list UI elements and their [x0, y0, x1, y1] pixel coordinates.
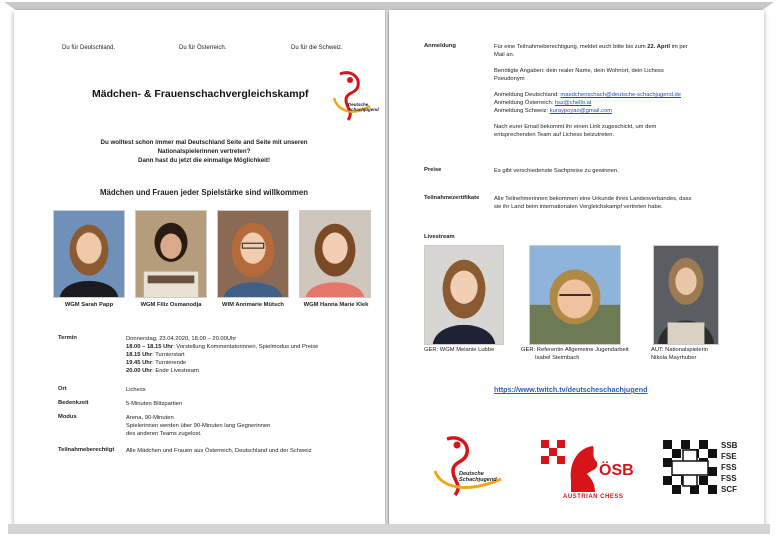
modus-label: Modus [58, 414, 77, 420]
player-photo-osmanodja [135, 210, 207, 298]
player-photo-papp [53, 210, 125, 298]
dsj-knight-icon [326, 68, 374, 124]
termin-item-1: 18.00 – 18.15 Uhr: Vorstellung Kommentatorinnen, Spielmodus und Preise [126, 344, 319, 350]
player-caption-muetsch: WIM Annmarie Mütsch [222, 302, 284, 308]
bedenkzeit-label: Bedenkzeit [58, 400, 89, 406]
greeting-germany: Du für Deutschland. [62, 45, 116, 51]
dsj-bottom-knight-icon [429, 435, 509, 497]
dsj-bottom-text-1: Deutsche [459, 471, 484, 477]
zertifikate-value: Alle Teilnehmerinnen bekommen eine Urkunde ihres Landesverbandes, dass sie ihr Land beim internationalen Vergleichskampf vertreten habe. [494, 196, 692, 210]
page-title: Mädchen- & Frauenschachvergleichskampf [92, 88, 309, 100]
livestream-photo-steimbach [529, 245, 621, 345]
dsj-logo [326, 68, 379, 124]
livestream-label: Livestream [424, 234, 455, 240]
ssb-logo [663, 440, 747, 500]
intro-line-3: Dann hast du jetzt die einmalige Möglichkeit! [137, 157, 271, 164]
dsj-bottom-text-2: Schachjugend [459, 477, 497, 483]
osb-logo-big: ÖSB [599, 462, 634, 479]
player-photo-muetsch [217, 210, 289, 298]
email-link-germany[interactable]: maedchenschach@deutsche-schachjugend.de [560, 92, 682, 98]
ssb-logo-text: SSB FSE FSS FSS SCF [721, 441, 738, 494]
player-caption-klek: WGM Hanna Marie Klek [303, 302, 369, 308]
zertifikate-label: Teilnahmezertifikate [424, 195, 480, 201]
livestream-caption-steimbach: GER: Referentin Allgemeine Jugendarbeit Isabel Steimbach [521, 347, 629, 361]
livestream-photo-mayrhuber [653, 245, 719, 345]
livestream-caption-mayrhuber: AUT: Nationalspielerin Nikola Mayrhuber [651, 347, 709, 361]
left-page [14, 10, 385, 526]
bedenkzeit-value: 5-Minuten Blitzpartien [126, 401, 183, 407]
termin-label: Termin [58, 335, 77, 341]
greeting-switzerland: Du für die Schweiz. [291, 45, 343, 51]
anmeldung-label: Anmeldung [424, 43, 456, 49]
osb-logo-small: AUSTRIAN CHESS [563, 494, 624, 500]
dsj-logo-text-1: Deutsche [348, 102, 369, 107]
preise-value: Es gibt verschiedenste Sachpreise zu gewinnen. [494, 168, 619, 174]
greeting-austria: Du für Österreich. [179, 45, 227, 51]
livestream-caption-lubbe: GER: WGM Melanie Lubbe [424, 347, 495, 353]
termin-item-2: 18.15 Uhr: Turnierstart [126, 352, 185, 358]
intro-line-2: Nationalspielerinnen vertreten? [157, 148, 251, 155]
right-page [389, 10, 764, 526]
termin-item-3: 19.45 Uhr: Turnierende [126, 360, 187, 366]
livestream-photo-lubbe [424, 245, 504, 345]
teilnahme-label: Teilnahmeberechtigt [58, 447, 115, 453]
modus-value: Arena, 90-Minuten Spielerinnen werden über 90-Minuten lang Gegnerinnen des anderen Teams zugelost. [126, 415, 271, 437]
preise-label: Preise [424, 167, 442, 173]
player-photo-klek [299, 210, 371, 298]
email-link-switzerland[interactable]: kuraypoyao@gmail.com [549, 108, 613, 114]
cover-bottom-edge [8, 524, 770, 534]
ort-value: Lichess [126, 387, 146, 393]
termin-item-4: 20.00 Uhr: Ende Livestream [126, 368, 199, 374]
email-link-austria[interactable]: hsz@chello.at [554, 100, 592, 106]
twitch-link[interactable]: https://www.twitch.tv/deutscheschachjugend [494, 385, 648, 394]
intro-line-1: Du wolltest schon immer mal Deutschland Seite and Seite mit unseren [100, 139, 308, 146]
termin-value [126, 335, 371, 375]
intro-text [54, 138, 354, 165]
anmeldung-value: Für eine Teilnahmeberechtigung, meldet euch bitte bis zum 22. April im per Mail an. Benötigte Angaben: dein realer Name, dein Wohnort, dein Lichess Pseudonym Anmeldung Deutschland: maedchenschach@deutsche-schachjugend.de Anmeldung Österreich: hsz@chello.at Anmeldung Schweiz: kuraypoyao@gmail.com Nach eurer Email bekommt ihr einen Link zugeschickt, um dem entsprechenden Team auf Lichess beizutreten. [494, 44, 688, 138]
welcome-heading: Mädchen und Frauen jeder Spielstärke sind willkommen [100, 188, 308, 197]
player-caption-papp: WGM Sarah Papp [64, 302, 114, 308]
dsj-logo-bottom [429, 435, 509, 497]
ort-label: Ort [58, 386, 67, 392]
teilnahme-value: Alle Mädchen und Frauen aus Österreich, Deutschland und der Schweiz [126, 448, 312, 454]
osb-logo [541, 440, 633, 502]
dsj-logo-text-2: Schachjugend [348, 107, 379, 112]
ssb-chess-cross-icon [663, 440, 717, 496]
player-caption-osmanodja: WGM Filiz Osmanodja [140, 302, 202, 308]
termin-date: Donnerstag, 23.04.2020, 18.00 – 20.00Uhr [126, 336, 237, 342]
